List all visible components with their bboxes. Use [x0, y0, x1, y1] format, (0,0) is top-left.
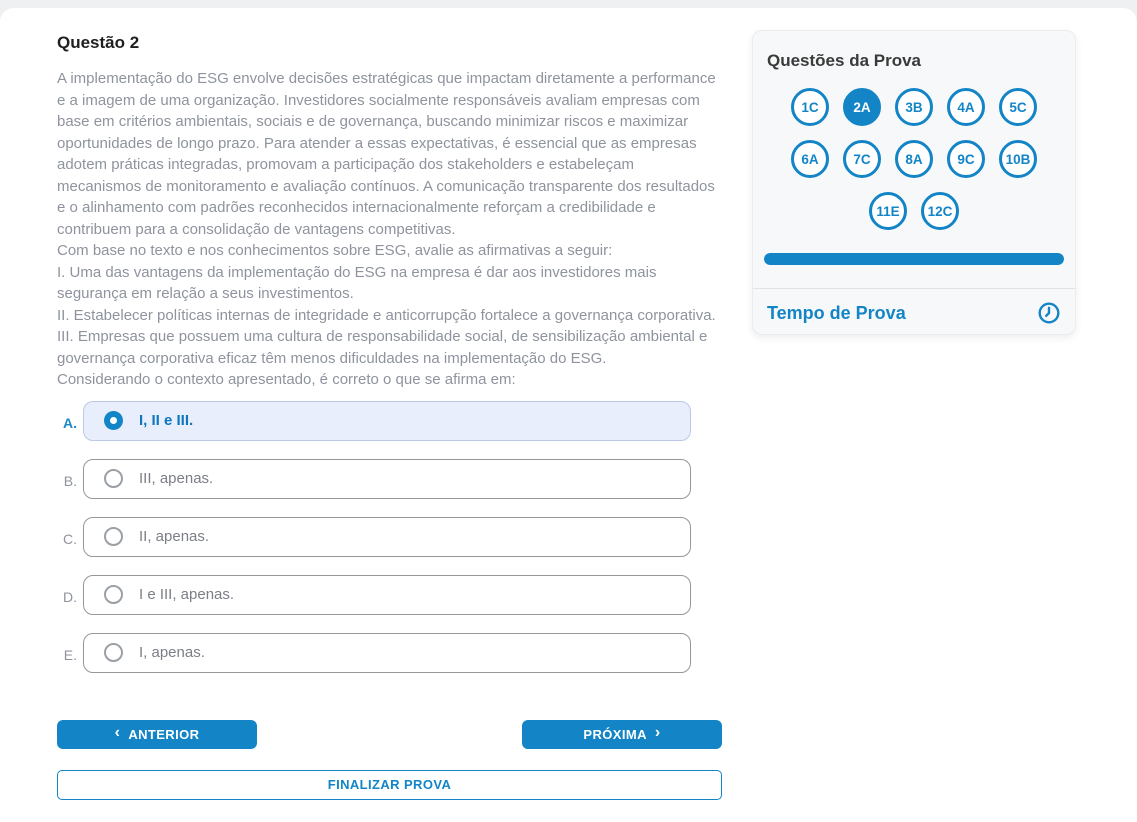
radio-unchecked-icon	[104, 585, 123, 604]
question-intro-text: A implementação do ESG envolve decisões estratégicas que impactam diretamente a performance e a imagem de uma organização. Investidores socialmente responsáveis avaliam empresas com base em critérios ambientais, sociais e de governança, buscando minimizar riscos e maximizar oportunidades de longo prazo. Para atender a essas expectativas, é essencial que as empresas adotem práticas integradas, promovam a participação dos stakeholders e estabeleçam mecanismos de monitoramento e avaliação contínuos. A comunicação transparente dos resultados e o alinhamento com padrões reconhecidos internacionalmente reforçam a credibilidade e contribuem para a consolidação de vantagens competitivas.	[57, 70, 716, 238]
question-circle-12c[interactable]: 12C	[921, 192, 959, 230]
statement-3: III. Empresas que possuem uma cultura de responsabilidade social, de sensibilização ambiental e governança corporativa eficaz têm menos dificuldades na implementação do ESG.	[57, 328, 708, 367]
question-circle-6a[interactable]: 6A	[791, 140, 829, 178]
question-circle-5c[interactable]: 5C	[999, 88, 1037, 126]
question-circles-row-3	[753, 192, 1075, 230]
question-circles-row-2	[753, 140, 1075, 178]
exam-timer-label: Tempo de Prova	[767, 302, 906, 323]
option-row-e	[57, 633, 722, 673]
next-button[interactable]	[522, 720, 722, 749]
question-circles-row-1	[753, 88, 1075, 126]
question-circle-7c[interactable]: 7C	[843, 140, 881, 178]
exam-progress-bar	[764, 253, 1064, 265]
question-circle-4a[interactable]: 4A	[947, 88, 985, 126]
chevron-right-icon: ›	[654, 724, 661, 741]
previous-button-label: ANTERIOR	[128, 726, 200, 742]
sidebar-title: Questões da Prova	[767, 51, 922, 70]
clock-icon	[1037, 301, 1061, 325]
finish-exam-button[interactable]: FINALIZAR PROVA	[57, 770, 722, 800]
option-c[interactable]	[83, 517, 691, 557]
question-circle-9c[interactable]: 9C	[947, 140, 985, 178]
option-c-label: II, apenas.	[139, 528, 210, 545]
option-a[interactable]	[83, 401, 691, 441]
question-area	[57, 33, 722, 800]
statement-2: II. Estabelecer políticas internas de integridade e anticorrupção fortalece a governança corporativa.	[57, 306, 716, 324]
option-row-a	[57, 401, 722, 441]
question-circle-10b[interactable]: 10B	[999, 140, 1037, 178]
option-a-label: I, II e III.	[139, 412, 194, 429]
option-e[interactable]	[83, 633, 691, 673]
option-b-label: III, apenas.	[139, 470, 214, 487]
option-d-label: I e III, apenas.	[139, 586, 235, 603]
option-e-label: I, apenas.	[139, 644, 205, 661]
option-letter-d: D.	[63, 588, 77, 605]
chevron-left-icon: ‹	[114, 724, 121, 741]
radio-unchecked-icon	[104, 643, 123, 662]
option-letter-b: B.	[63, 472, 77, 489]
radio-unchecked-icon	[104, 527, 123, 546]
question-circle-2a-active[interactable]: 2A	[843, 88, 881, 126]
answer-options	[57, 401, 722, 673]
question-circle-1c[interactable]: 1C	[791, 88, 829, 126]
option-row-d	[57, 575, 722, 615]
question-closing-text: Considerando o contexto apresentado, é correto o que se afirma em:	[57, 371, 516, 388]
next-button-label: PRÓXIMA	[583, 726, 647, 742]
previous-button[interactable]	[57, 720, 257, 749]
exam-timer-row	[753, 289, 1075, 325]
exam-questions-panel	[752, 30, 1076, 335]
question-navigation	[57, 720, 722, 749]
exam-progress-fill	[764, 253, 1064, 265]
radio-unchecked-icon	[104, 469, 123, 488]
option-letter-c: C.	[63, 530, 77, 547]
statement-1: I. Uma das vantagens da implementação do ESG na empresa é dar aos investidores mais segurança em relação a seus investimentos.	[57, 263, 657, 302]
option-letter-a: A.	[63, 414, 77, 431]
question-circle-3b[interactable]: 3B	[895, 88, 933, 126]
radio-checked-icon	[104, 411, 123, 430]
option-letter-e: E.	[63, 646, 77, 663]
option-row-b	[57, 459, 722, 499]
question-prompt-text: Com base no texto e nos conhecimentos sobre ESG, avalie as afirmativas a seguir:	[57, 242, 613, 259]
question-circle-8a[interactable]: 8A	[895, 140, 933, 178]
option-row-c	[57, 517, 722, 557]
option-d[interactable]	[83, 575, 691, 615]
question-circle-11e[interactable]: 11E	[869, 192, 907, 230]
question-title: Questão 2	[57, 33, 140, 52]
option-b[interactable]	[83, 459, 691, 499]
